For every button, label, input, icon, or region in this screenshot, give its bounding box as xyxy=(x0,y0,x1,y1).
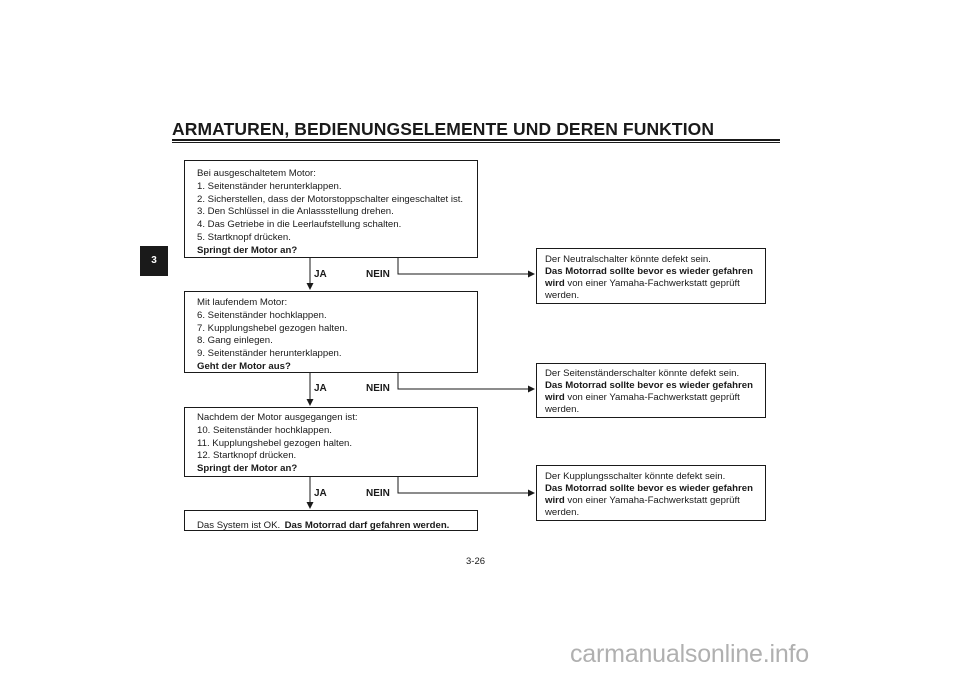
fault-line: Der Seitenständerschalter könnte defekt sein. xyxy=(545,368,740,379)
fault-box-neutral-switch xyxy=(536,248,766,304)
fault-line-bold: Das Motorrad sollte bevor es wieder gefahren xyxy=(545,483,753,494)
fault-line-bold: Das Motorrad sollte bevor es wieder gefahren xyxy=(545,380,753,391)
fault-line: werden. xyxy=(545,507,580,518)
fault-line: von einer Yamaha-Fachwerkstatt geprüft xyxy=(564,495,740,506)
step-line: 6. Seitenständer hochklappen. xyxy=(197,309,327,321)
step-line: 10. Seitenständer hochklappen. xyxy=(197,424,332,436)
page-title: ARMATUREN, BEDIENUNGSELEMENTE UND DEREN FUNKTION xyxy=(172,119,715,139)
watermark: carmanualsonline.info xyxy=(570,640,810,668)
step-question: Geht der Motor aus? xyxy=(197,360,291,372)
final-text-bold: Das Motorrad darf gefahren werden. xyxy=(284,520,450,531)
yes-label: JA xyxy=(314,383,327,394)
fault-line: von einer Yamaha-Fachwerkstatt geprüft xyxy=(564,392,740,403)
fault-line-bold: wird xyxy=(545,495,565,506)
fault-line-bold: wird xyxy=(545,278,565,289)
no-label: NEIN xyxy=(366,383,390,394)
step-line: Mit laufendem Motor: xyxy=(197,297,288,308)
yes-label: JA xyxy=(314,269,327,280)
fault-line-bold: wird xyxy=(545,392,565,403)
step-line: Bei ausgeschaltetem Motor: xyxy=(197,168,316,179)
step-line: 12. Startknopf drücken. xyxy=(197,450,297,462)
fault-line: Der Neutralschalter könnte defekt sein. xyxy=(545,254,711,265)
step-box-3 xyxy=(184,407,478,477)
fault-box-sidestand-switch xyxy=(536,363,766,418)
final-box xyxy=(184,510,478,531)
step-line: 5. Startknopf drücken. xyxy=(197,231,291,243)
step-line: Nachdem der Motor ausgegangen ist: xyxy=(197,412,358,423)
yes-label: JA xyxy=(314,488,327,499)
fault-box-clutch-switch xyxy=(536,465,766,521)
no-label: NEIN xyxy=(366,488,390,499)
step-line: 2. Sicherstellen, dass der Motorstoppschalter eingeschaltet ist. xyxy=(197,193,464,205)
step-box-2 xyxy=(184,291,478,373)
step-line: 11. Kupplungshebel gezogen halten. xyxy=(197,437,353,449)
step-line: 4. Das Getriebe in die Leerlaufstellung schalten. xyxy=(197,219,402,231)
step-line: 9. Seitenständer herunterklappen. xyxy=(197,348,342,360)
step-line: 8. Gang einlegen. xyxy=(197,335,273,347)
fault-line: Der Kupplungsschalter könnte defekt sein. xyxy=(545,471,726,482)
chapter-tab: 3 xyxy=(140,246,168,276)
step-box-1 xyxy=(184,160,478,258)
fault-line: werden. xyxy=(545,404,580,415)
step-question: Springt der Motor an? xyxy=(197,244,298,256)
fault-line-bold: Das Motorrad sollte bevor es wieder gefahren xyxy=(545,266,753,277)
no-arrow-2 xyxy=(398,373,534,389)
no-arrow-3 xyxy=(398,477,534,493)
step-line: 1. Seitenständer herunterklappen. xyxy=(197,180,342,192)
fault-line: werden. xyxy=(545,290,580,301)
page-number: 3-26 xyxy=(466,556,486,567)
final-text: Das System ist OK. xyxy=(197,520,281,531)
fault-line: von einer Yamaha-Fachwerkstatt geprüft xyxy=(564,278,740,289)
no-arrow-1 xyxy=(398,258,534,274)
step-line: 3. Den Schlüssel in die Anlassstellung drehen. xyxy=(197,206,394,218)
no-label: NEIN xyxy=(366,269,390,280)
step-question: Springt der Motor an? xyxy=(197,463,298,475)
step-line: 7. Kupplungshebel gezogen halten. xyxy=(197,322,348,334)
